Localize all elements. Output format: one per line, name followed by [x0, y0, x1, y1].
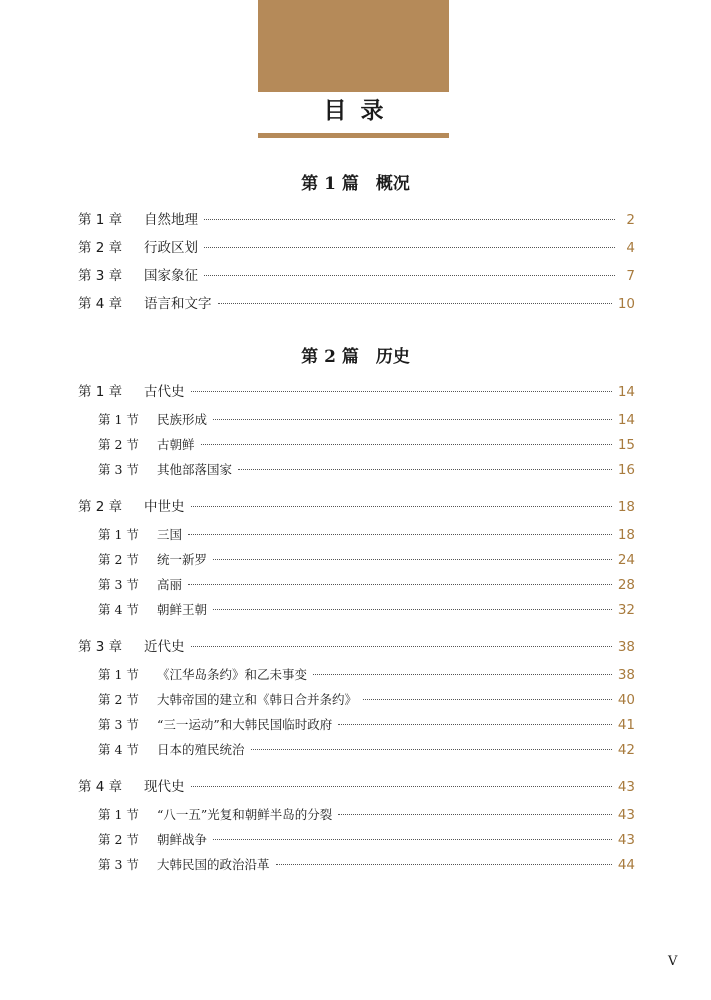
- page-number: V: [668, 954, 678, 969]
- section-title: 大韩民国的政治沿革: [157, 857, 270, 872]
- section-number: 第 1 节: [98, 412, 139, 427]
- toc-chapter-entry[interactable]: [78, 776, 635, 798]
- dot-leader: [313, 674, 612, 675]
- header-color-block: [258, 0, 449, 92]
- dot-leader: [201, 444, 612, 445]
- section-title: 三国: [157, 527, 183, 542]
- dot-leader: [218, 303, 612, 304]
- section-title: 高丽: [157, 577, 183, 592]
- section-number: 第 3 节: [98, 577, 139, 592]
- section-number: 第 2 节: [98, 552, 139, 567]
- section-title: 朝鲜王朝: [157, 602, 208, 617]
- toc-chapter-entry[interactable]: [78, 381, 635, 403]
- chapter-number: 第 1 章: [78, 212, 123, 228]
- chapter-number: 第 2 章: [78, 240, 123, 256]
- section-number: 第 4 节: [98, 742, 139, 757]
- section-number: 第 2 节: [98, 692, 139, 707]
- page-ref: 16: [617, 462, 635, 478]
- dot-leader: [191, 506, 612, 507]
- dot-leader: [204, 275, 615, 276]
- dot-leader: [191, 646, 612, 647]
- chapter-title: 近代史: [144, 639, 185, 655]
- section-title: “三一运动”和大韩民国临时政府: [157, 717, 333, 732]
- page-ref: 10: [617, 296, 635, 312]
- section-title: 日本的殖民统治: [157, 742, 245, 757]
- page-title: 目录: [323, 98, 398, 124]
- page-ref: 4: [626, 240, 635, 256]
- page-ref: 32: [617, 602, 635, 618]
- toc-section-entry[interactable]: [98, 829, 635, 851]
- toc-section-entry[interactable]: [98, 434, 635, 456]
- dot-leader: [338, 724, 612, 725]
- page-ref: 43: [617, 807, 635, 823]
- toc-chapter-entry[interactable]: [78, 636, 635, 658]
- chapter-title: 国家象征: [144, 268, 198, 284]
- toc-section-entry[interactable]: [98, 804, 635, 826]
- chapter-title: 中世史: [144, 499, 185, 515]
- chapter-number: 第 3 章: [78, 268, 123, 284]
- toc-section-entry[interactable]: [98, 574, 635, 596]
- dot-leader: [188, 534, 612, 535]
- section-number: 第 1 节: [98, 667, 139, 682]
- section-title: 统一新罗: [157, 552, 208, 567]
- page-ref: 14: [617, 412, 635, 428]
- dot-leader: [213, 839, 612, 840]
- section-number: 第 1 节: [98, 527, 139, 542]
- page-ref: 2: [626, 212, 635, 228]
- chapter-number: 第 1 章: [78, 384, 123, 400]
- toc-section-entry[interactable]: [98, 714, 635, 736]
- part-title: 第 2 篇 历史: [301, 347, 410, 367]
- chapter-number: 第 3 章: [78, 639, 123, 655]
- chapter-title: 古代史: [144, 384, 185, 400]
- part-title: 第 1 篇 概况: [301, 174, 410, 194]
- dot-leader: [213, 419, 612, 420]
- page-ref: 40: [617, 692, 635, 708]
- dot-leader: [204, 247, 615, 248]
- section-title: 朝鲜战争: [157, 832, 208, 847]
- page-ref: 43: [617, 779, 635, 795]
- toc-chapter-entry[interactable]: [78, 496, 635, 518]
- page-ref: 18: [617, 499, 635, 515]
- section-title: 大韩帝国的建立和《韩日合并条约》: [157, 692, 358, 707]
- page-ref: 38: [617, 639, 635, 655]
- section-number: 第 3 节: [98, 462, 139, 477]
- page-ref: 24: [617, 552, 635, 568]
- toc-chapter-entry[interactable]: [78, 209, 635, 231]
- section-title: 古朝鲜: [157, 437, 195, 452]
- chapter-number: 第 4 章: [78, 779, 123, 795]
- page-ref: 18: [617, 527, 635, 543]
- section-title: 其他部落国家: [157, 462, 233, 477]
- section-number: 第 2 节: [98, 832, 139, 847]
- dot-leader: [188, 584, 612, 585]
- dot-leader: [338, 814, 612, 815]
- toc-section-entry[interactable]: [98, 459, 635, 481]
- toc-section-entry[interactable]: [98, 549, 635, 571]
- toc-chapter-entry[interactable]: [78, 265, 635, 287]
- page-ref: 38: [617, 667, 635, 683]
- dot-leader: [251, 749, 612, 750]
- toc-section-entry[interactable]: [98, 599, 635, 621]
- page-ref: 43: [617, 832, 635, 848]
- section-title: 民族形成: [157, 412, 208, 427]
- toc-section-entry[interactable]: [98, 689, 635, 711]
- section-number: 第 3 节: [98, 717, 139, 732]
- chapter-title: 现代史: [144, 779, 185, 795]
- header-rule: [258, 133, 449, 138]
- page-ref: 42: [617, 742, 635, 758]
- chapter-title: 语言和文字: [144, 296, 212, 312]
- dot-leader: [363, 699, 612, 700]
- page-ref: 41: [617, 717, 635, 733]
- toc-section-entry[interactable]: [98, 739, 635, 761]
- chapter-number: 第 4 章: [78, 296, 123, 312]
- chapter-number: 第 2 章: [78, 499, 123, 515]
- toc-section-entry[interactable]: [98, 664, 635, 686]
- dot-leader: [191, 391, 612, 392]
- dot-leader: [204, 219, 615, 220]
- chapter-title: 自然地理: [144, 212, 198, 228]
- section-number: 第 4 节: [98, 602, 139, 617]
- page-ref: 44: [617, 857, 635, 873]
- page-ref: 28: [617, 577, 635, 593]
- toc-section-entry[interactable]: [98, 524, 635, 546]
- section-number: 第 3 节: [98, 857, 139, 872]
- dot-leader: [276, 864, 612, 865]
- page-ref: 15: [617, 437, 635, 453]
- dot-leader: [213, 609, 612, 610]
- dot-leader: [213, 559, 612, 560]
- dot-leader: [238, 469, 612, 470]
- section-title: “八一五”光复和朝鲜半岛的分裂: [157, 807, 333, 822]
- dot-leader: [191, 786, 612, 787]
- page-ref: 7: [626, 268, 635, 284]
- chapter-title: 行政区划: [144, 240, 198, 256]
- toc-chapter-entry[interactable]: [78, 237, 635, 259]
- section-number: 第 1 节: [98, 807, 139, 822]
- toc-chapter-entry[interactable]: [78, 293, 635, 315]
- section-title: 《江华岛条约》和乙未事变: [157, 667, 308, 682]
- page-ref: 14: [617, 384, 635, 400]
- toc-section-entry[interactable]: [98, 409, 635, 431]
- toc-section-entry[interactable]: [98, 854, 635, 876]
- section-number: 第 2 节: [98, 437, 139, 452]
